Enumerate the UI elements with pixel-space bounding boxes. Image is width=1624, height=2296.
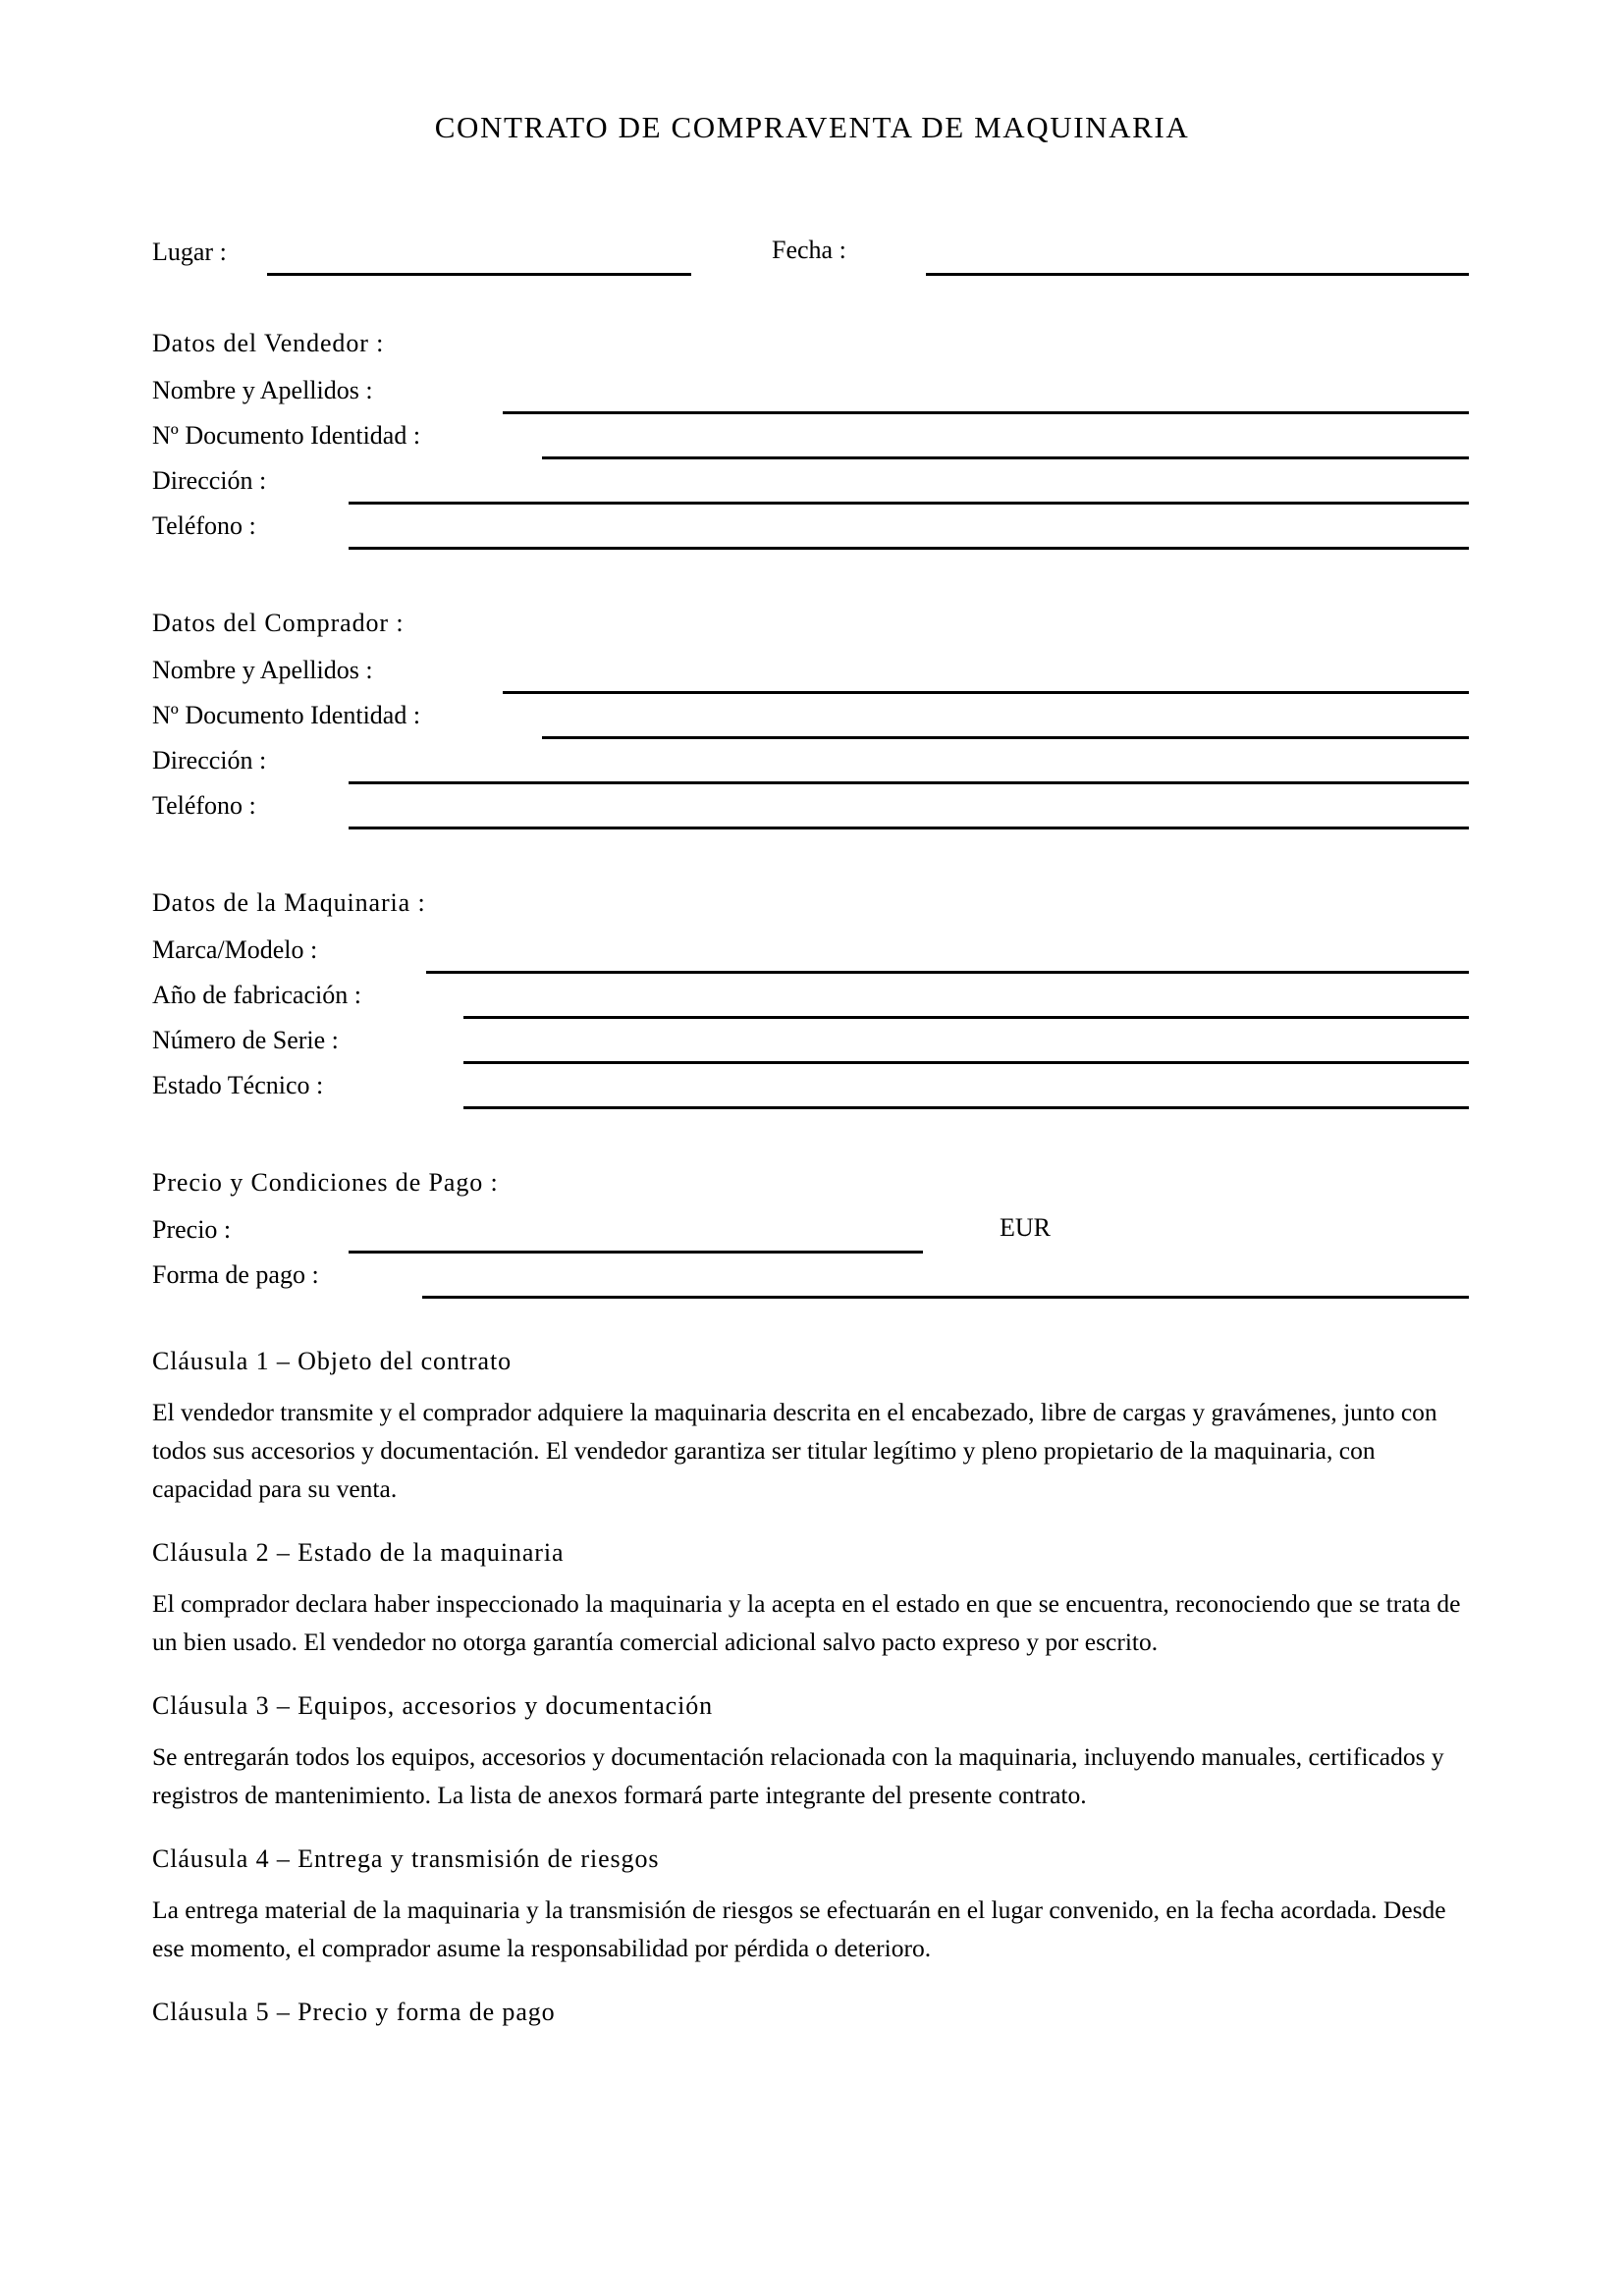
buyer-phone-label: Teléfono : (152, 791, 256, 820)
seller-phone-label: Teléfono : (152, 511, 256, 540)
buyer-address-label: Dirección : (152, 746, 267, 774)
clause-4-heading: Cláusula 4 – Entrega y transmisión de riesgos (152, 1844, 660, 1873)
price-label: Precio : (152, 1215, 232, 1244)
seller-id-label: Nº Documento Identidad : (152, 421, 421, 450)
seller-address-label: Dirección : (152, 466, 267, 495)
machinery-year-rule[interactable] (463, 1016, 1469, 1019)
seller-address-rule[interactable] (349, 502, 1469, 505)
date-input-rule[interactable] (926, 273, 1469, 276)
buyer-address-rule[interactable] (349, 781, 1469, 784)
seller-name-label: Nombre y Apellidos : (152, 376, 373, 404)
clause-4-body: La entrega material de la maquinaria y la transmisión de riesgos se efectuarán en el lugar convenido, en la fecha acordada. Desde ese momento, el comprador asume la responsabilidad por pérdida o deterioro. (152, 1896, 1446, 1962)
price-section-heading: Precio y Condiciones de Pago : (152, 1168, 499, 1197)
buyer-section-heading: Datos del Comprador : (152, 609, 405, 637)
buyer-name-label: Nombre y Apellidos : (152, 656, 373, 684)
seller-section-heading: Datos del Vendedor : (152, 329, 385, 357)
clause-1-heading: Cláusula 1 – Objeto del contrato (152, 1347, 512, 1375)
page-title: CONTRATO DE COMPRAVENTA DE MAQUINARIA (434, 110, 1190, 144)
machinery-condition-label: Estado Técnico : (152, 1071, 324, 1099)
seller-name-rule[interactable] (503, 411, 1469, 414)
clause-2-heading: Cláusula 2 – Estado de la maquinaria (152, 1538, 565, 1567)
machinery-condition-rule[interactable] (463, 1106, 1469, 1109)
buyer-phone-rule[interactable] (349, 827, 1469, 829)
machinery-serial-label: Número de Serie : (152, 1026, 339, 1054)
payment-method-rule[interactable] (422, 1296, 1469, 1299)
clause-1-body: El vendedor transmite y el comprador adquiere la maquinaria descrita en el encabezado, libre de cargas y gravámenes, junto con todos sus accesorios y documentación. El vendedor garantiza ser titular legítimo y pleno propietario de la maquinaria, con capacidad para su venta. (152, 1398, 1437, 1503)
date-label: Fecha : (772, 236, 846, 264)
clause-3-heading: Cláusula 3 – Equipos, accesorios y documentación (152, 1691, 714, 1720)
machinery-model-rule[interactable] (426, 971, 1469, 974)
machinery-model-label: Marca/Modelo : (152, 935, 318, 964)
machinery-year-label: Año de fabricación : (152, 981, 361, 1009)
machinery-serial-rule[interactable] (463, 1061, 1469, 1064)
clause-3-body: Se entregarán todos los equipos, accesorios y documentación relacionada con la maquinaria, incluyendo manuales, certificados y registros de mantenimiento. La lista de anexos formará parte integrante del presente contrato. (152, 1742, 1444, 1809)
buyer-id-label: Nº Documento Identidad : (152, 701, 421, 729)
payment-method-label: Forma de pago : (152, 1260, 319, 1289)
clause-2-body: El comprador declara haber inspeccionado la maquinaria y la acepta en el estado en que se encuentra, reconociendo que se trata de un bien usado. El vendedor no otorga garantía comercial adicional salvo pacto expreso y por escrito. (152, 1589, 1461, 1656)
buyer-name-rule[interactable] (503, 691, 1469, 694)
place-label: Lugar : (152, 238, 227, 266)
machinery-section-heading: Datos de la Maquinaria : (152, 888, 426, 917)
price-currency-label: EUR (1000, 1213, 1051, 1242)
clause-5-heading: Cláusula 5 – Precio y forma de pago (152, 1998, 556, 2026)
price-input-rule[interactable] (349, 1251, 923, 1254)
seller-id-rule[interactable] (542, 456, 1469, 459)
buyer-id-rule[interactable] (542, 736, 1469, 739)
seller-phone-rule[interactable] (349, 547, 1469, 550)
place-input-rule[interactable] (267, 273, 691, 276)
